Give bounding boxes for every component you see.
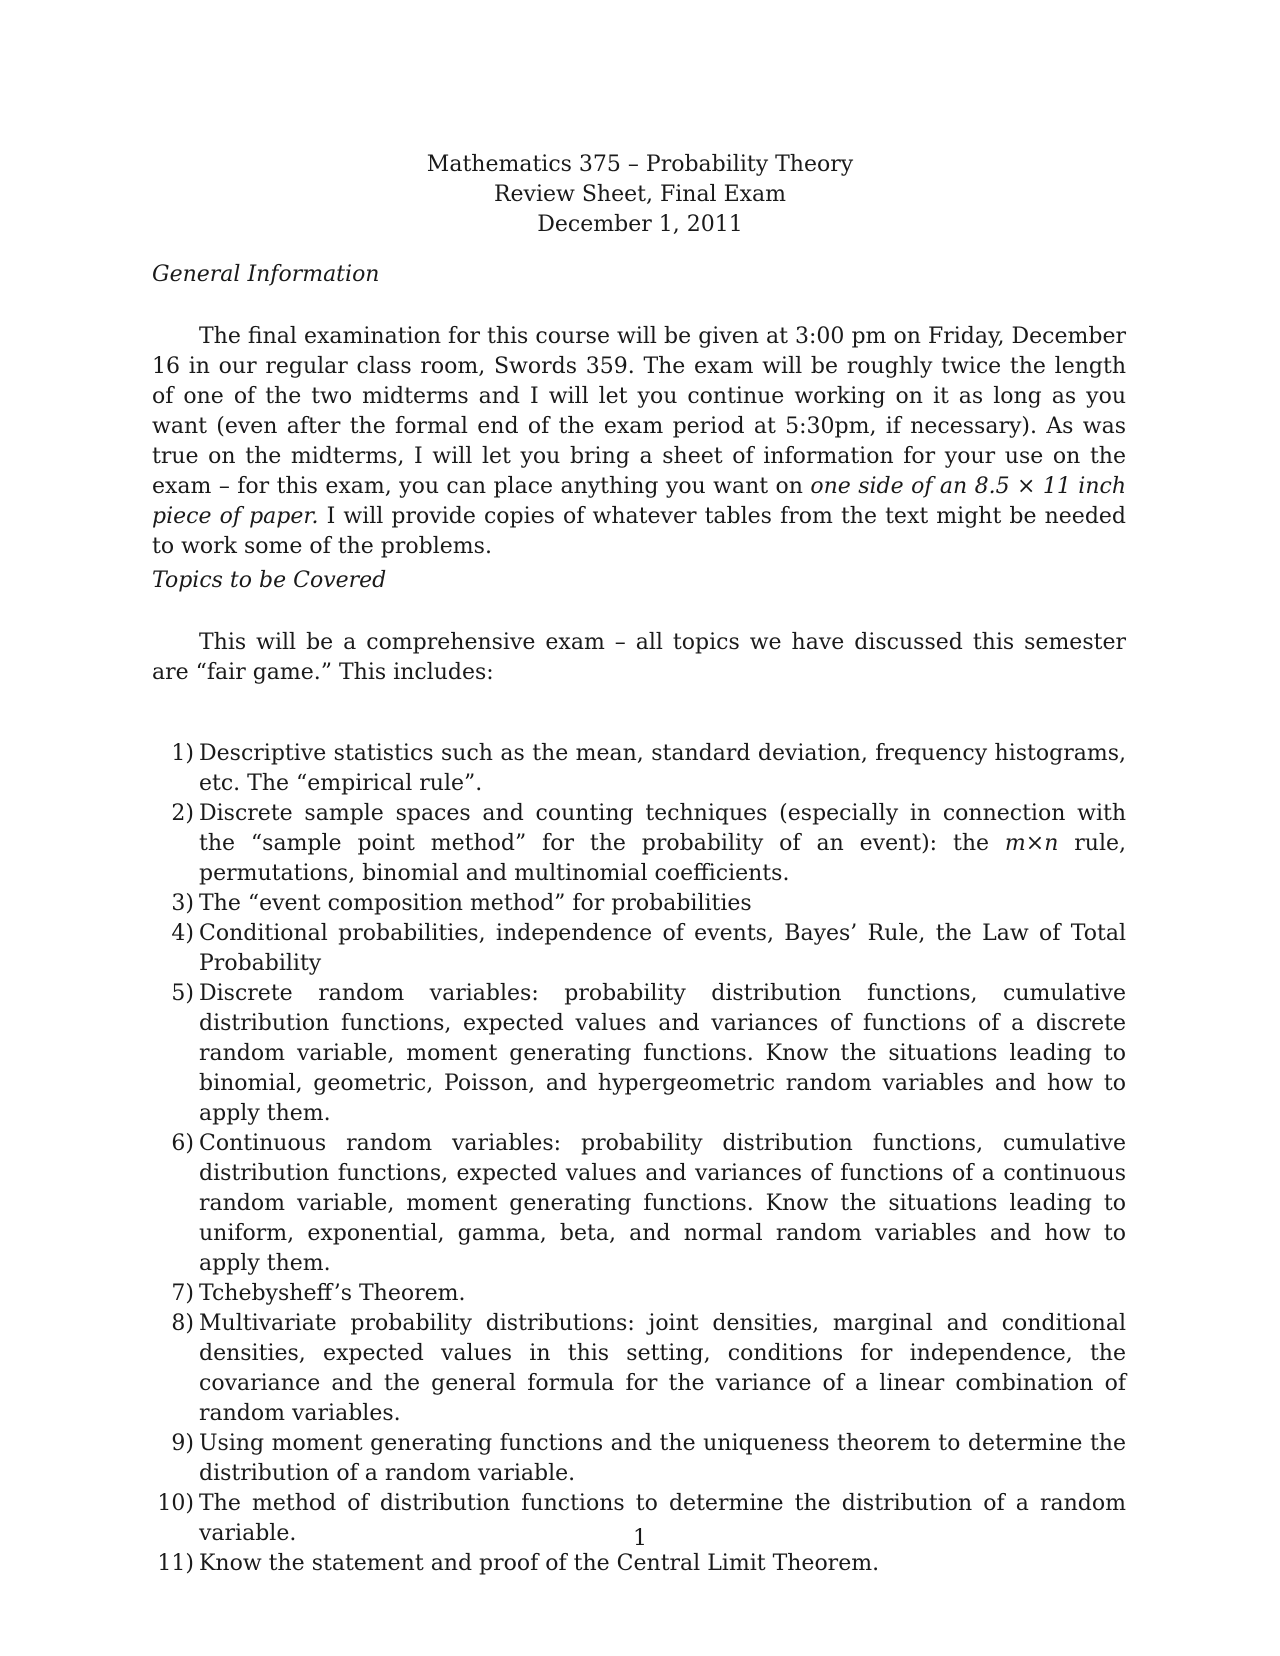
topics-intro-paragraph: This will be a comprehensive exam – all topics we have discussed this semester are “fair game.” This includes: — [152, 630, 1126, 685]
topic-text: Know the statement and proof of the Central Limit Theorem. — [199, 1551, 880, 1576]
topic-number: 6) — [171, 1131, 194, 1156]
topic-item — [152, 889, 1126, 919]
topic-item — [152, 799, 1126, 889]
topic-text: Using moment generating functions and the uniqueness theorem to determine the distribution of a random variable. — [199, 1431, 1126, 1486]
general-paragraph-part-1: The final examination for this course will be given at 3:00 pm on Friday, December 16 in our regular class room, Swords 359. The exam will be roughly twice the length of one of the two midterms and I will let you continue working on it as long as you want (even after the formal end of the exam period at 5:30pm, if necessary). As was true on the midterms, I will let you bring a sheet of information for your use on the exam – for this exam, you can place anything you want on — [152, 324, 1126, 499]
topic-text: Conditional probabilities, independence of events, Bayes’ Rule, the Law of Total Probability — [199, 921, 1126, 976]
topic-item — [152, 1309, 1126, 1429]
topic-item — [152, 1429, 1126, 1489]
document-header — [0, 150, 1280, 240]
general-paragraph-part-2: I will provide copies of whatever tables from the text might be needed to work some of the problems. — [152, 504, 1126, 559]
topic-text: Discrete random variables: probability distribution functions, cumulative distribution functions, expected values and variances of functions of a discrete random variable, moment generating functions. Know the situations leading to binomial, geometric, Poisson, and hypergeometric random variables and how to apply them. — [199, 981, 1126, 1126]
topic-text: The method of distribution functions to determine the distribution of a random variable. — [199, 1491, 1126, 1546]
topic-text-part-2: rule, permutations, binomial and multinomial coefficients. — [199, 831, 1126, 886]
topic-number: 4) — [171, 921, 194, 946]
topics-list — [152, 739, 1126, 1579]
topics-heading: Topics to be Covered — [152, 568, 387, 593]
topic-number: 8) — [171, 1311, 194, 1336]
topic-math-expression: m×n — [1004, 831, 1059, 856]
document-date: December 1, 2011 — [537, 212, 743, 237]
topic-number: 2) — [171, 801, 194, 826]
topic-item — [152, 1279, 1126, 1309]
topic-item — [152, 1129, 1126, 1279]
topic-item — [152, 919, 1126, 979]
topic-number: 3) — [171, 891, 194, 916]
general-paragraph-italic: one side of an 8.5 × 11 inch piece of paper. — [152, 474, 1126, 529]
topic-number: 10) — [157, 1491, 194, 1516]
topic-number: 1) — [171, 741, 194, 766]
general-information-paragraph — [152, 322, 1126, 562]
topic-number: 5) — [171, 981, 194, 1006]
document-subtitle: Review Sheet, Final Exam — [493, 182, 787, 207]
topic-text: Descriptive statistics such as the mean, standard deviation, frequency histograms, etc. The “empirical rule”. — [199, 741, 1126, 796]
topic-text: Tchebysheff’s Theorem. — [199, 1281, 466, 1306]
page-number: 1 — [633, 1526, 647, 1551]
topic-number: 7) — [171, 1281, 194, 1306]
topic-text-part-1: Discrete sample spaces and counting techniques (especially in connection with the “sample point method” for the probability of an event): the — [199, 801, 1126, 856]
topic-text: Continuous random variables: probability distribution functions, cumulative distribution functions, expected values and variances of functions of a continuous random variable, moment generating functions. Know the situations leading to uniform, exponential, gamma, beta, and normal random variables and how to apply them. — [199, 1131, 1126, 1276]
topic-item — [152, 979, 1126, 1129]
general-information-heading: General Information — [152, 262, 380, 287]
topic-text: The “event composition method” for probabilities — [199, 891, 752, 916]
topic-text: Multivariate probability distributions: joint densities, marginal and conditional densities, expected values in this setting, conditions for independence, the covariance and the general formula for the variance of a linear combination of random variables. — [199, 1311, 1126, 1426]
course-title: Mathematics 375 – Probability Theory — [426, 152, 854, 177]
topic-number: 11) — [157, 1551, 194, 1576]
topic-item — [152, 739, 1126, 799]
topic-number: 9) — [171, 1431, 194, 1456]
topic-text — [199, 801, 1126, 886]
